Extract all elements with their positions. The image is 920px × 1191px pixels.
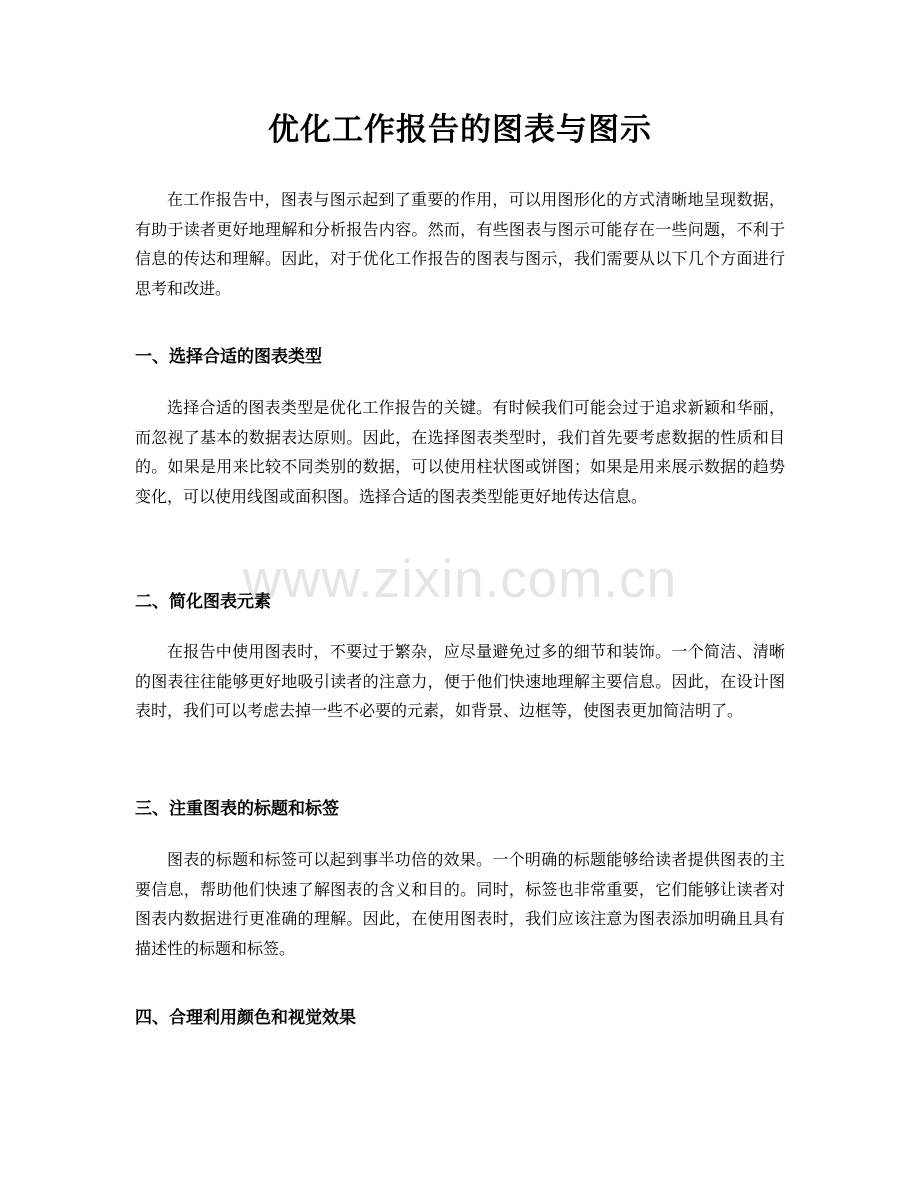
section-body-2: 在报告中使用图表时，不要过于繁杂，应尽量避免过多的细节和装饰。一个简洁、清晰的图表往往能够更好地吸引读者的注意力，便于他们快速地理解主要信息。因此，在设计图表时，我们可以考虑去掉一些不必要的元素，如背景、边框等，使图表更加简洁明了。 [135, 642, 785, 720]
section-body-3: 图表的标题和标签可以起到事半功倍的效果。一个明确的标题能够给读者提供图表的主要信息，帮助他们快速了解图表的含义和目的。同时，标签也非常重要，它们能够让读者对图表内数据进行更准确的理解。因此，在使用图表时，我们应该注意为图表添加明确且具有描述性的标题和标签。 [135, 850, 785, 958]
section-body-1: 选择合适的图表类型是优化工作报告的关键。有时候我们可能会过于追求新颖和华丽，而忽视了基本的数据表达原则。因此，在选择图表类型时，我们首先要考虑数据的性质和目的。如果是用来比较不同类别的数据，可以使用柱状图或饼图；如果是用来展示数据的趋势变化，可以使用线图或面积图。选择合适的图表类型能更好地传达信息。 [135, 398, 785, 506]
section-heading-2: 二、简化图表元素 [135, 592, 271, 612]
section-heading-1: 一、选择合适的图表类型 [135, 347, 322, 367]
document-title: 优化工作报告的图表与图示 [268, 112, 652, 148]
section-heading-3: 三、注重图表的标题和标签 [135, 799, 339, 819]
section-heading-4: 四、合理利用颜色和视觉效果 [135, 1008, 356, 1028]
watermark-text: www.zixin.com.cn [242, 550, 678, 609]
intro-paragraph: 在工作报告中，图表与图示起到了重要的作用，可以用图形化的方式清晰地呈现数据，有助于读者更好地理解和分析报告内容。然而，有些图表与图示可能存在一些问题，不利于信息的传达和理解。因此，对于优化工作报告的图表与图示，我们需要从以下几个方面进行思考和改进。 [135, 190, 785, 298]
